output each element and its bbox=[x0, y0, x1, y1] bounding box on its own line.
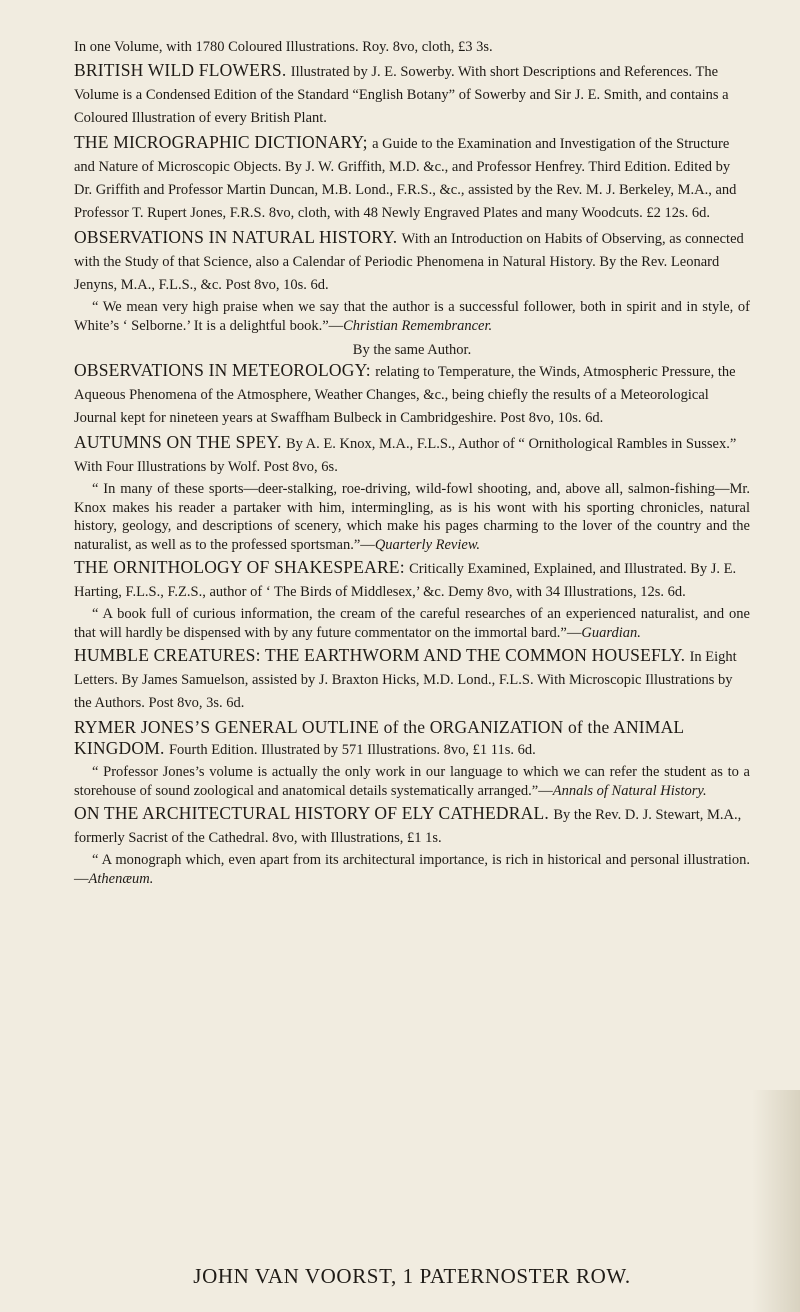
entry-heading bbox=[74, 132, 750, 224]
book-entry bbox=[74, 717, 750, 800]
book-description: By the Rev. D. J. Stewart, M.A., formerly Sacrist of the Cathedral. 8vo, with Illustrations, £1 1s. bbox=[74, 807, 742, 846]
entry-heading bbox=[74, 60, 750, 129]
book-title: RYMER JONES’S GENERAL OUTLINE of the ORGANIZATION of the ANIMAL KINGDOM. bbox=[74, 717, 684, 758]
quote-text: “ A monograph which, even apart from its architectural importance, is rich in historical and personal illustration.— bbox=[74, 852, 750, 887]
book-entry bbox=[74, 227, 750, 335]
book-entry bbox=[74, 432, 750, 554]
book-title: BRITISH WILD FLOWERS. bbox=[74, 60, 287, 80]
book-entry bbox=[74, 132, 750, 224]
book-entry bbox=[74, 60, 750, 129]
book-title: HUMBLE CREATURES: THE EARTHWORM AND THE COMMON HOUSEFLY. bbox=[74, 645, 686, 665]
book-entry bbox=[74, 645, 750, 714]
review-quote bbox=[74, 480, 750, 554]
quote-source: Annals of Natural History. bbox=[552, 782, 707, 799]
quote-source: Quarterly Review. bbox=[374, 536, 481, 553]
quote-text: “ A book full of curious information, the cream of the careful researches of an experienced naturalist, and one that will hardly be dispensed with by any future commentator on the immortal bard.”— bbox=[74, 606, 750, 641]
quote-text: “ We mean very high praise when we say that the author is a successful follower, both in spirit and in style, of White’s ‘ Selborne.’ It is a delightful book.”— bbox=[74, 299, 750, 334]
entry-heading bbox=[74, 432, 750, 478]
book-description: a Guide to the Examination and Investigation of the Structure and Nature of Microscopic Objects. By J. W. Griffith, M.D. &c., and Professor Henfrey. Third Edition. Edited by Dr. Griffith and Professor Martin Duncan, M.B. Lond., F.R.S., &c., assisted by the Rev. M. J. Berkeley, M.A., and Professor T. Rupert Jones, F.R.S. 8vo, cloth, with 48 Newly Engraved Plates and many Woodcuts. £2 12s. 6d. bbox=[74, 136, 737, 221]
book-description: With an Introduction on Habits of Observing, as connected with the Study of that Science, also a Calendar of Periodic Phenomena in Natural History. By the Rev. Leonard Jenyns, M.A., F.L.S., &c. Post 8vo, 10s. 6d. bbox=[74, 231, 744, 293]
book-entry bbox=[74, 803, 750, 888]
entry-heading bbox=[74, 227, 750, 296]
quote-source: Guardian. bbox=[581, 624, 641, 641]
volume-notice: In one Volume, with 1780 Coloured Illustrations. Roy. 8vo, cloth, £3 3s. bbox=[74, 39, 493, 55]
book-title: THE MICROGRAPHIC DICTIONARY; bbox=[74, 132, 368, 152]
entry-heading bbox=[74, 803, 750, 849]
quote-text: “ In many of these sports—deer-stalking, roe-driving, wild-fowl shooting, and, above all, salmon-fishing—Mr. Knox makes his reader a partaker with him, intermingling, as is his wont with his sporting chronicles, natural history, geology, and descriptions of scenery, which make his pages charming to the lover of the country and the naturalist, as well as to the professed sportsman.”— bbox=[74, 481, 750, 553]
same-author-line: By the same Author. bbox=[352, 342, 472, 358]
book-entry bbox=[74, 341, 750, 429]
book-listings bbox=[74, 60, 750, 888]
book-description: By A. E. Knox, M.A., F.L.S., Author of “ Ornithological Rambles in Sussex.” With Four Illustrations by Wolf. Post 8vo, 6s. bbox=[74, 436, 737, 475]
book-title: THE ORNITHOLOGY OF SHAKESPEARE: bbox=[74, 557, 405, 577]
book-description: relating to Temperature, the Winds, Atmospheric Pressure, the Aqueous Phenomena of the Atmosphere, Weather Changes, &c., being chiefly the results of a Meteorological Journal kept for nineteen years at Swaffham Bulbeck in Cambridgeshire. Post 8vo, 10s. 6d. bbox=[74, 364, 736, 426]
entry-heading bbox=[74, 360, 750, 429]
review-quote bbox=[74, 298, 750, 335]
review-quote bbox=[74, 851, 750, 888]
book-description: In Eight Letters. By James Samuelson, assisted by J. Braxton Hicks, M.D. Lond., F.L.S. With Microscopic Illustrations by the Authors. Post 8vo, 3s. 6d. bbox=[74, 649, 737, 711]
publisher-imprint: JOHN VAN VOORST, 1 PATERNOSTER ROW. bbox=[193, 1264, 631, 1288]
book-description: Illustrated by J. E. Sowerby. With short Descriptions and References. The Volume is a Condensed Edition of the Standard “English Botany” of Sowerby and Sir J. E. Smith, and contains a Coloured Illustration of every British Plant. bbox=[74, 64, 729, 126]
book-description: Critically Examined, Explained, and Illustrated. By J. E. Harting, F.L.S., F.Z.S., author of ‘ The Birds of Middlesex,’ &c. Demy 8vo, with 34 Illustrations, 12s. 6d. bbox=[74, 561, 737, 600]
entry-heading bbox=[74, 717, 750, 761]
book-title: OBSERVATIONS IN METEOROLOGY: bbox=[74, 360, 371, 380]
quote-source: Athenæum. bbox=[88, 870, 154, 887]
quote-source: Christian Remembrancer. bbox=[343, 317, 493, 334]
page-edge-shadow bbox=[752, 1090, 800, 1312]
entry-heading bbox=[74, 645, 750, 714]
quote-text: “ Professor Jones’s volume is actually the only work in our language to which we can refer the student as to a storehouse of sound zoological and anatomical details systematically arranged.”— bbox=[74, 764, 750, 799]
entry-heading bbox=[74, 557, 750, 603]
book-title: AUTUMNS ON THE SPEY. bbox=[74, 432, 282, 452]
book-title: OBSERVATIONS IN NATURAL HISTORY. bbox=[74, 227, 398, 247]
book-entry bbox=[74, 557, 750, 642]
review-quote bbox=[74, 763, 750, 800]
book-title: ON THE ARCHITECTURAL HISTORY OF ELY CATHEDRAL. bbox=[74, 803, 549, 823]
review-quote bbox=[74, 605, 750, 642]
book-description: Fourth Edition. Illustrated by 571 Illustrations. 8vo, £1 11s. 6d. bbox=[168, 742, 536, 758]
